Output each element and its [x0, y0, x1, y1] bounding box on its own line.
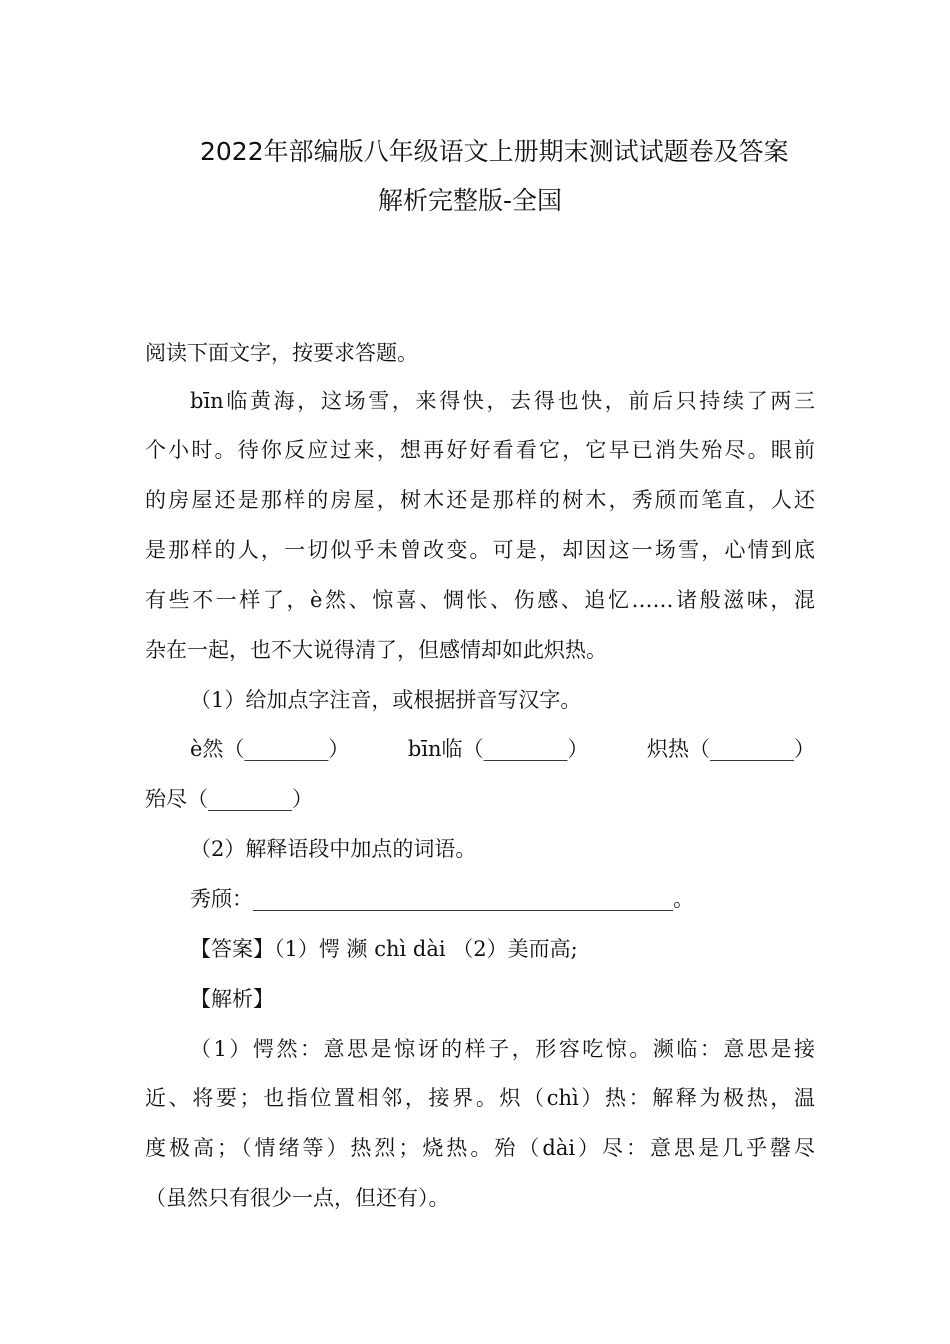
- passage-line: 的房屋还是那样的房屋，树木还是那样的树木，秀颀而笔直，人还: [145, 488, 815, 512]
- question-1-prompt: （1）给加点字注音，或根据拼音写汉字。: [190, 688, 582, 712]
- analysis-line: 度极高；（情绪等）热烈；烧热。殆（dài）尽：意思是几乎罄尽: [145, 1136, 815, 1160]
- document-title-line1: 2022年部编版八年级语文上册期末测试试题卷及答案: [200, 137, 789, 166]
- analysis-label: 【解析】: [190, 987, 274, 1011]
- passage-line: 杂在一起，也不大说得清了，但感情却如此炽热。: [145, 638, 607, 662]
- blank-item-dai-jin[interactable]: 殆尽（________）: [145, 787, 313, 811]
- analysis-line: （虽然只有很少一点，但还有）。: [145, 1186, 450, 1210]
- blank-item-xiu-qi[interactable]: 秀颀：________________________________________。: [190, 887, 694, 911]
- passage-line: 个小时。待你反应过来，想再好好看看它，它早已消失殆尽。眼前: [145, 438, 815, 462]
- instruction-text: 阅读下面文字，按要求答题。: [145, 341, 418, 365]
- blank-item-bin-lin[interactable]: bīn临（________）: [407, 737, 589, 761]
- answer-text: 【答案】（1）愕 濒 chì dài （2）美而高;: [190, 937, 578, 961]
- passage-line: bīn临黄海，这场雪，来得快，去得也快，前后只持续了两三: [190, 389, 815, 413]
- analysis-line: 近、将要；也指位置相邻，接界。炽（chì）热：解释为极热，温: [145, 1086, 815, 1110]
- passage-line: 是那样的人，一切似乎未曾改变。可是，却因这一场雪，心情到底: [145, 538, 815, 562]
- passage-line: 有些不一样了，è然、惊喜、惆怅、伤感、追忆……诸般滋味，混: [145, 588, 815, 612]
- document-title-line2: 解析完整版-全国: [378, 186, 563, 215]
- question-2-prompt: （2）解释语段中加点的词语。: [190, 837, 477, 861]
- blank-item-chi-re[interactable]: 炽热（________）: [647, 737, 815, 761]
- analysis-line: （1）愕然：意思是惊讶的样子，形容吃惊。濒临：意思是接: [190, 1037, 815, 1061]
- question-1-blanks-row: [190, 735, 815, 763]
- blank-item-e-ran[interactable]: è然（________）: [190, 737, 350, 761]
